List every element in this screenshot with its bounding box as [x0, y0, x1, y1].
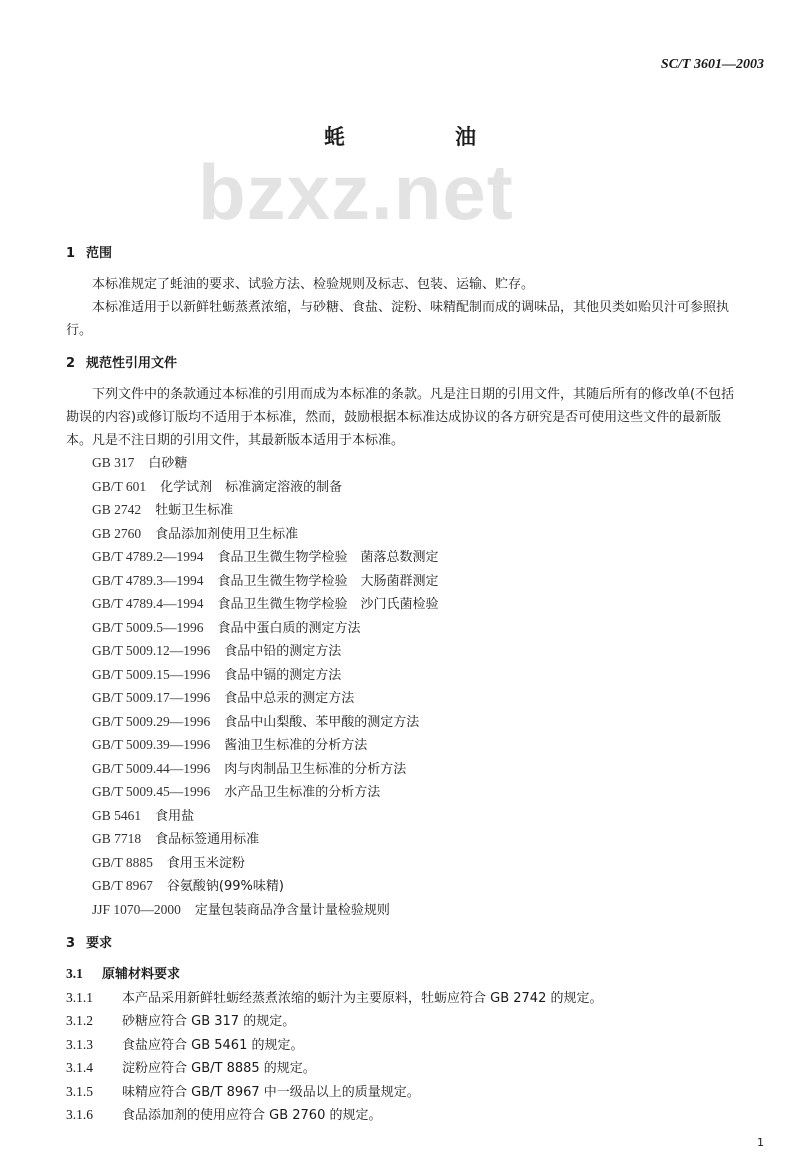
clause-number: 3.1.3: [66, 1036, 93, 1052]
reference-title: 食品卫生微生物学检验 菌落总数测定: [217, 550, 439, 565]
reference-title: 食品添加剂使用卫生标准: [155, 526, 299, 542]
reference-code: GB/T 5009.29—1996: [92, 713, 211, 729]
reference-code: GB 2742: [92, 502, 142, 517]
reference-code: GB/T 5009.45—1996: [92, 784, 211, 799]
section-number: 1: [66, 246, 76, 261]
section-3-heading: [66, 934, 764, 954]
reference-code: GB/T 8967: [92, 878, 153, 893]
reference-code: GB/T 4789.4—1994: [92, 596, 204, 611]
clause-number: 3.1.5: [66, 1083, 93, 1099]
section-title: 要求: [86, 936, 113, 951]
paragraph: 本标准规定了蚝油的要求、试验方法、检验规则及标志、包装、运输、贮存。: [92, 277, 535, 292]
section-title: 范围: [86, 246, 113, 261]
section-2-heading: [66, 354, 764, 374]
reference-item: [92, 546, 764, 570]
section-1-body: [66, 273, 746, 342]
reference-code: GB/T 5009.17—1996: [92, 690, 211, 705]
reference-code: GB/T 5009.5—1996: [92, 619, 204, 635]
title-char-1: 蚝: [324, 125, 345, 149]
reference-item: [92, 758, 764, 782]
title-char-2: 油: [455, 125, 476, 149]
reference-list: [92, 452, 764, 922]
clause-text: 本产品采用新鲜牡蛎经蒸煮浓缩的蛎汁为主要原料，牡蛎应符合 GB 2742 的规定。: [122, 990, 603, 1006]
reference-item: [92, 570, 764, 594]
reference-title: 食品中铅的测定方法: [224, 644, 342, 659]
reference-title: 食品中蛋白质的测定方法: [217, 620, 361, 636]
reference-item: [92, 523, 764, 547]
watermark: bzxz.net: [198, 148, 514, 236]
clause-text: 食品添加剂的使用应符合 GB 2760 的规定。: [122, 1108, 382, 1123]
requirement-item: [66, 987, 764, 1011]
reference-item: [92, 499, 764, 523]
reference-item: [92, 640, 764, 664]
reference-item: [92, 664, 764, 688]
reference-code: GB/T 5009.44—1996: [92, 760, 211, 776]
reference-title: 食用玉米淀粉: [166, 855, 245, 871]
reference-code: GB 317: [92, 455, 135, 470]
section-number: 3: [66, 936, 76, 951]
requirement-item: [66, 1104, 764, 1128]
clause-number: 3.1.2: [66, 1013, 93, 1028]
reference-item: [92, 617, 764, 641]
paragraph: 本标准适用于以新鲜牡蛎蒸煮浓缩，与砂糖、食盐、淀粉、味精配制而成的调味品，其他贝类如贻贝汁可参照执行。: [66, 300, 730, 338]
clause-text: 味精应符合 GB/T 8967 中一级品以上的质量规定。: [122, 1084, 420, 1100]
reference-item: [92, 899, 764, 923]
reference-title: 食品中总汞的测定方法: [224, 691, 355, 706]
reference-item: [92, 734, 764, 758]
clause-text: 砂糖应符合 GB 317 的规定。: [122, 1014, 296, 1029]
reference-item: [92, 687, 764, 711]
reference-item: [92, 828, 764, 852]
subsection-heading: [66, 963, 764, 987]
reference-code: JJF 1070—2000: [92, 901, 181, 917]
reference-code: GB 5461: [92, 807, 142, 823]
requirement-item: [66, 1057, 764, 1081]
reference-title: 食品中山梨酸、苯甲酸的测定方法: [224, 714, 420, 730]
reference-title: 化学试剂 标准滴定溶液的制备: [160, 479, 343, 495]
reference-title: 肉与肉制品卫生标准的分析方法: [224, 761, 407, 777]
reference-item: [92, 452, 764, 476]
clause-text: 食盐应符合 GB 5461 的规定。: [122, 1037, 304, 1053]
clause-number: 3.1.6: [66, 1107, 93, 1122]
reference-title: 食品标签通用标准: [155, 832, 260, 847]
reference-title: 谷氨酸钠(99%味精): [166, 879, 284, 894]
reference-item: [92, 875, 764, 899]
reference-code: GB/T 5009.12—1996: [92, 643, 211, 658]
reference-item: [92, 781, 764, 805]
reference-title: 食用盐: [155, 808, 195, 824]
requirement-item: [66, 1010, 764, 1034]
reference-code: GB/T 4789.2—1994: [92, 549, 204, 564]
reference-item: [92, 805, 764, 829]
subsection-title: 原辅材料要求: [102, 967, 181, 982]
reference-item: [92, 711, 764, 735]
requirement-items: [66, 987, 764, 1128]
requirement-item: [66, 1034, 764, 1058]
section-1-heading: [66, 244, 764, 264]
page-title: [66, 124, 764, 150]
reference-title: 食品中镉的测定方法: [224, 667, 342, 683]
reference-title: 食品卫生微生物学检验 沙门氏菌检验: [217, 597, 439, 612]
section-2-paragraph: 下列文件中的条款通过本标准的引用而成为本标准的条款。凡是注日期的引用文件，其随后所有的修改单(不包括勘误的内容)或修订版均不适用于本标准，然而，鼓励根据本标准达成协议的各方研究是否可使用这些文件的最新版本。凡是不注日期的引用文件，其最新版本适用于本标准。: [66, 387, 735, 448]
reference-title: 定量包装商品净含量计量检验规则: [194, 902, 390, 918]
reference-title: 水产品卫生标准的分析方法: [224, 785, 381, 800]
clause-number: 3.1.4: [66, 1060, 93, 1075]
reference-title: 酱油卫生标准的分析方法: [224, 738, 368, 753]
reference-code: GB/T 8885: [92, 854, 153, 870]
reference-code: GB/T 4789.3—1994: [92, 572, 204, 588]
page-number: 1: [757, 1135, 764, 1149]
requirement-item: [66, 1081, 764, 1105]
reference-code: GB 2760: [92, 525, 142, 541]
clause-number: 3.1.1: [66, 989, 93, 1005]
reference-code: GB 7718: [92, 831, 142, 846]
reference-code: GB/T 5009.15—1996: [92, 666, 211, 682]
requirements: [66, 963, 764, 1128]
subsection-number: 3.1: [66, 966, 83, 981]
reference-title: 食品卫生微生物学检验 大肠菌群测定: [217, 573, 439, 589]
reference-item: [92, 476, 764, 500]
reference-item: [92, 852, 764, 876]
section-number: 2: [66, 356, 76, 371]
reference-title: 白砂糖: [148, 456, 188, 471]
reference-title: 牡蛎卫生标准: [155, 503, 234, 518]
reference-code: GB/T 601: [92, 478, 147, 494]
reference-item: [92, 593, 764, 617]
section-title: 规范性引用文件: [86, 356, 178, 371]
clause-text: 淀粉应符合 GB/T 8885 的规定。: [122, 1061, 316, 1076]
reference-code: GB/T 5009.39—1996: [92, 737, 211, 752]
standard-number: SC/T 3601—2003: [660, 57, 764, 72]
